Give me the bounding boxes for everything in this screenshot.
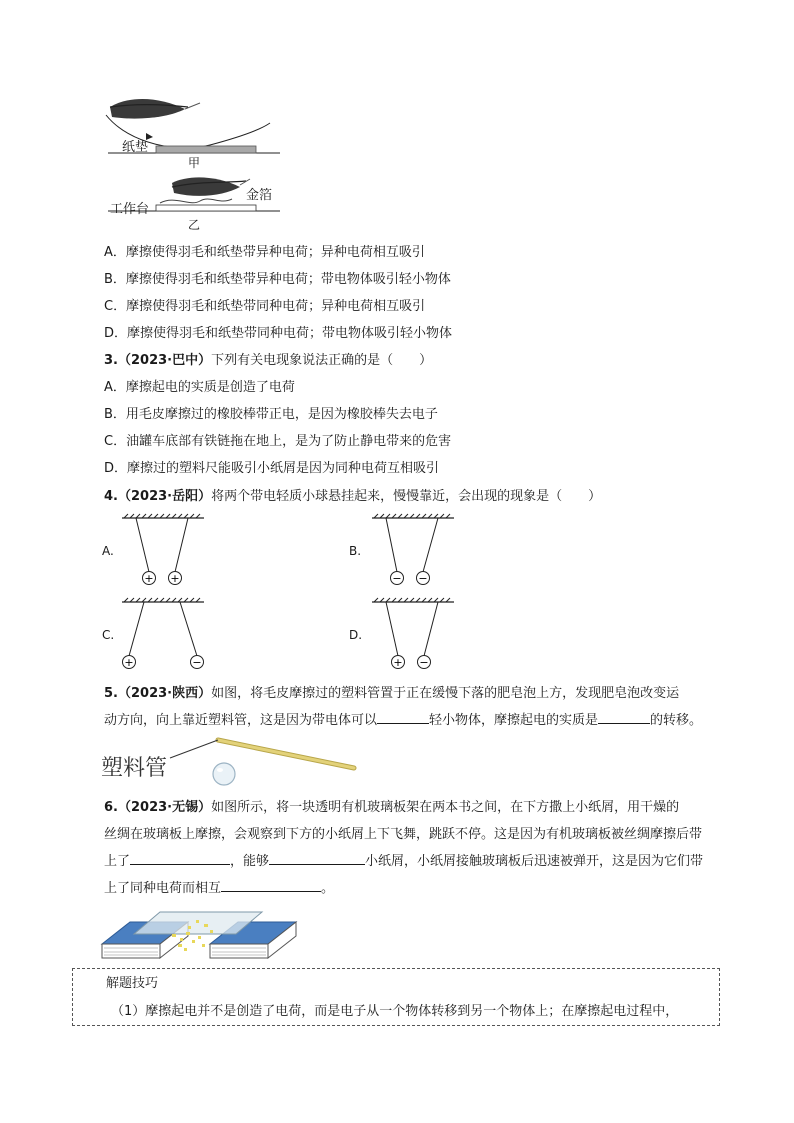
q4-b-charge-left: − [392,572,402,585]
label-gold-foil: 金箔 [246,188,273,203]
q4-diagram-c [118,596,218,676]
q5-blank-2[interactable] [598,709,650,724]
q4-c-charge-right: − [192,656,202,669]
q6-text-3a: 上了 [104,854,131,869]
feather-jia-icon [110,99,200,119]
q4-a-charge-left: + [144,572,154,585]
q5-figure [168,734,368,794]
q3-option-b: B．用毛皮摩擦过的橡胶棒带正电，是因为橡胶棒失去电子 [104,407,438,422]
q3-stem-text: 下列有关电现象说法正确的是（ ） [211,353,433,368]
q6-blank-3[interactable] [221,877,321,892]
q6-text-3c: 小纸屑，小纸屑接触玻璃板后迅速被弹开，这是因为它们带 [365,854,704,869]
tips-line-1: （1）摩擦起电并不是创造了电荷，而是电子从一个物体转移到另一个物体上；在摩擦起电过程中， [111,1004,679,1019]
q5-blank-1[interactable] [377,709,429,724]
q4-stem-text: 将两个带电轻质小球悬挂起来，慢慢靠近，会出现的现象是（ ） [211,489,602,504]
q3-stem [104,352,432,370]
q6-text-1: 如图所示，将一块透明有机玻璃板架在两本书之间，在下方撒上小纸屑，用干燥的 [211,800,680,815]
q6-text-3b: ，能够 [230,854,270,869]
q2-option-d: D．摩擦使得羽毛和纸垫带同种电荷；带电物体吸引轻小物体 [104,326,453,341]
q4-number: 4. [104,489,118,504]
q5-figure-label: 塑料管 [101,756,168,781]
q3-source: （2023·巴中） [117,353,212,368]
q6-blank-1[interactable] [130,850,230,865]
q5-source: （2023·陕西） [117,686,212,701]
label-jia: 甲 [188,156,201,170]
q4-diagram-a [118,512,208,592]
q6-text [104,794,716,902]
q3-number: 3. [104,353,118,368]
q2-option-b: B．摩擦使得羽毛和纸垫带异种电荷；带电物体吸引轻小物体 [104,272,451,287]
tips-title: 解题技巧 [104,972,160,991]
q6-source: （2023·无锡） [117,800,212,815]
label-yi: 乙 [188,218,201,232]
q6-text-2: 丝绸在玻璃板上摩擦，会观察到下方的小纸屑上下飞舞，跳跃不停。这是因为有机玻璃板被丝绸摩擦后带 [104,827,703,842]
q6-blank-2[interactable] [269,850,365,865]
q4-d-charge-right: − [419,656,429,669]
q3-option-d: D．摩擦过的塑料尺能吸引小纸屑是因为同种电荷互相吸引 [104,461,440,476]
q6-number: 6. [104,800,118,815]
q5-text-1: 如图，将毛皮摩擦过的塑料管置于正在缓慢下落的肥皂泡上方，发现肥皂泡改变运 [211,686,680,701]
paper-pad [156,146,256,153]
q5-text-2b: 轻小物体，摩擦起电的实质是 [429,713,599,728]
q6-figure [100,904,300,968]
q4-diagram-d [368,596,458,676]
q5-text-2c: 的转移。 [650,713,703,728]
q4-label-a: A. [102,544,114,558]
q4-stem [104,488,601,506]
q4-a-charge-right: + [170,572,180,585]
q5-number: 5. [104,686,118,701]
q2-option-c: C．摩擦使得羽毛和纸垫带同种电荷；异种电荷相互吸引 [104,299,426,314]
q4-label-b: B. [349,544,362,558]
q4-label-d: D. [349,628,363,642]
q5-text [104,680,716,734]
q3-option-c: C．油罐车底部有铁链拖在地上，是为了防止静电带来的危害 [104,434,452,449]
label-paper-pad: 纸垫 [122,140,149,155]
q4-c-charge-left: + [124,656,134,669]
q4-b-charge-right: − [418,572,428,585]
q4-diagram-b [368,512,458,592]
feather-yi-icon [172,177,250,195]
q2-option-a: A．摩擦使得羽毛和纸垫带异种电荷；异种电荷相互吸引 [104,245,425,260]
q6-text-4a: 上了同种电荷而相互 [104,881,222,896]
q3-option-a: A．摩擦起电的实质是创造了电荷 [104,380,295,395]
soap-bubble-icon [213,763,235,785]
q6-text-4b: 。 [321,881,335,896]
q4-d-charge-left: + [393,656,403,669]
q4-source: （2023·岳阳） [117,489,212,504]
feather-figure [100,95,290,235]
gold-foil-pad [156,205,256,211]
q5-text-2a: 动方向，向上靠近塑料管，这是因为带电体可以 [104,713,378,728]
label-workbench: 工作台 [110,202,150,217]
q4-label-c: C. [102,628,115,642]
